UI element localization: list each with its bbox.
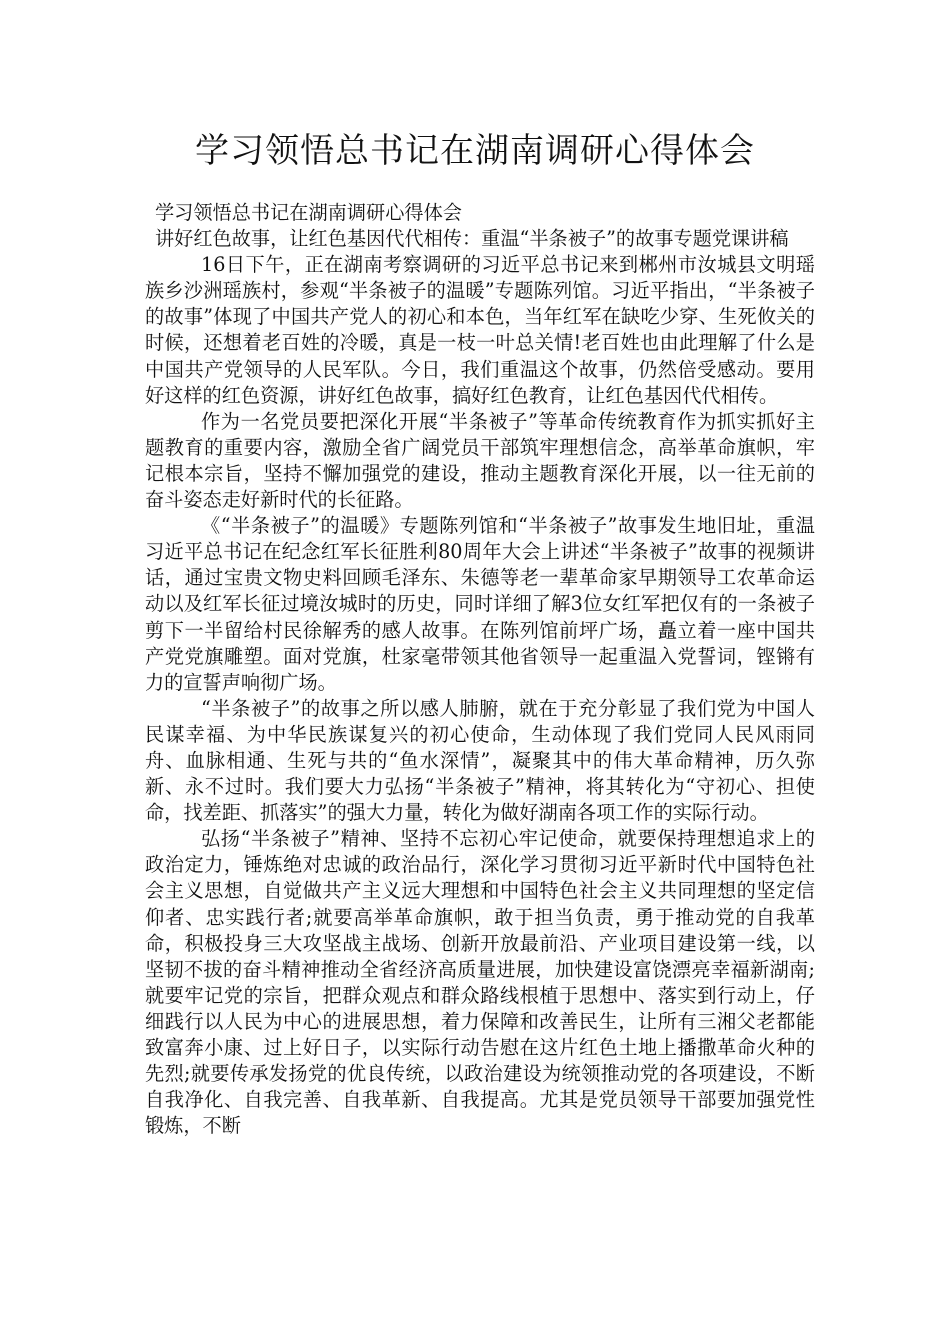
document-title: 学习领悟总书记在湖南调研心得体会	[195, 131, 755, 171]
body-paragraph: 弘扬“半条被子”精神、坚持不忘初心牢记使命，就要保持理想追求上的政治定力，锤炼绝对忠诚的政治品行，深化学习贯彻习近平新时代中国特色社会主义思想，自觉做共产主义远大理想和中国特色社会主义共同理想的坚定信仰者、忠实践行者;就要高举革命旗帜，敢于担当负责，勇于推动党的自我革命，积极投身三大攻坚战主战场、创新开放最前沿、产业项目建设第一线，以坚韧不拔的奋斗精神推动全省经济高质量进展，加快建设富饶漂亮幸福新湖南;就要牢记党的宗旨，把群众观点和群众路线根植于思想中、落实到行动上，仔细践行以人民为中心的进展思想，着力保障和改善民生，让所有三湘父老都能致富奔小康、过上好日子，以实际行动告慰在这片红色土地上播撒革命火种的先烈;就要传承发扬党的优良传统，以政治建设为统领推动党的各项建设，不断自我净化、自我完善、自我革新、自我提高。尤其是党员领导干部要加强党性锻炼，不断	[145, 827, 815, 1138]
lecture-heading: 讲好红色故事，让红色基因代代相传：重温“半条被子”的故事专题党课讲稿	[155, 227, 789, 251]
body-paragraph: 《“半条被子”的温暖》专题陈列馆和“半条被子”故事发生地旧址，重温习近平总书记在纪念红军长征胜利80周年大会上讲述“半条被子”故事的视频讲话，通过宝贵文物史料回顾毛泽东、朱德等老一辈革命家早期领导工农革命运动以及红军长征过境汝城时的历史，同时详细了解3位女红军把仅有的一条被子剪下一半留给村民徐解秀的感人故事。在陈列馆前坪广场，矗立着一座中国共产党党旗雕塑。面对党旗，杜家毫带领其他省领导一起重温入党誓词，铿锵有力的宣誓声响彻广场。	[145, 514, 815, 694]
body-paragraph: 16日下午，正在湖南考察调研的习近平总书记来到郴州市汝城县文明瑶族乡沙洲瑶族村，参观“半条被子的温暖”专题陈列馆。习近平指出，“半条被子的故事”体现了中国共产党人的初心和本色，当年红军在缺吃少穿、生死攸关的时候，还想着老百姓的冷暖，真是一枝一叶总关情!老百姓也由此理解了什么是中国共产党领导的人民军队。今日，我们重温这个故事，仍然倍受感动。要用好这样的红色资源，讲好红色故事，搞好红色教育，让红色基因代代相传。	[145, 253, 815, 407]
document-subtitle: 学习领悟总书记在湖南调研心得体会	[155, 201, 462, 224]
document-body	[145, 200, 815, 1139]
body-paragraph: “半条被子”的故事之所以感人肺腑，就在于充分彰显了我们党为中国人民谋幸福、为中华民族谋复兴的初心使命，生动体现了我们党同人民风雨同舟、血脉相通、生死与共的“鱼水深情”，凝聚其中的伟大革命精神，历久弥新、永不过时。我们要大力弘扬“半条被子”精神，将其转化为“守初心、担使命，找差距、抓落实”的强大力量，转化为做好湖南各项工作的实际行动。	[145, 696, 815, 825]
body-paragraph: 作为一名党员要把深化开展“半条被子”等革命传统教育作为抓实抓好主题教育的重要内容，激励全省广阔党员干部筑牢理想信念，高举革命旗帜，牢记根本宗旨，坚持不懈加强党的建设，推动主题教育深化开展，以一往无前的奋斗姿态走好新时代的长征路。	[145, 409, 815, 512]
